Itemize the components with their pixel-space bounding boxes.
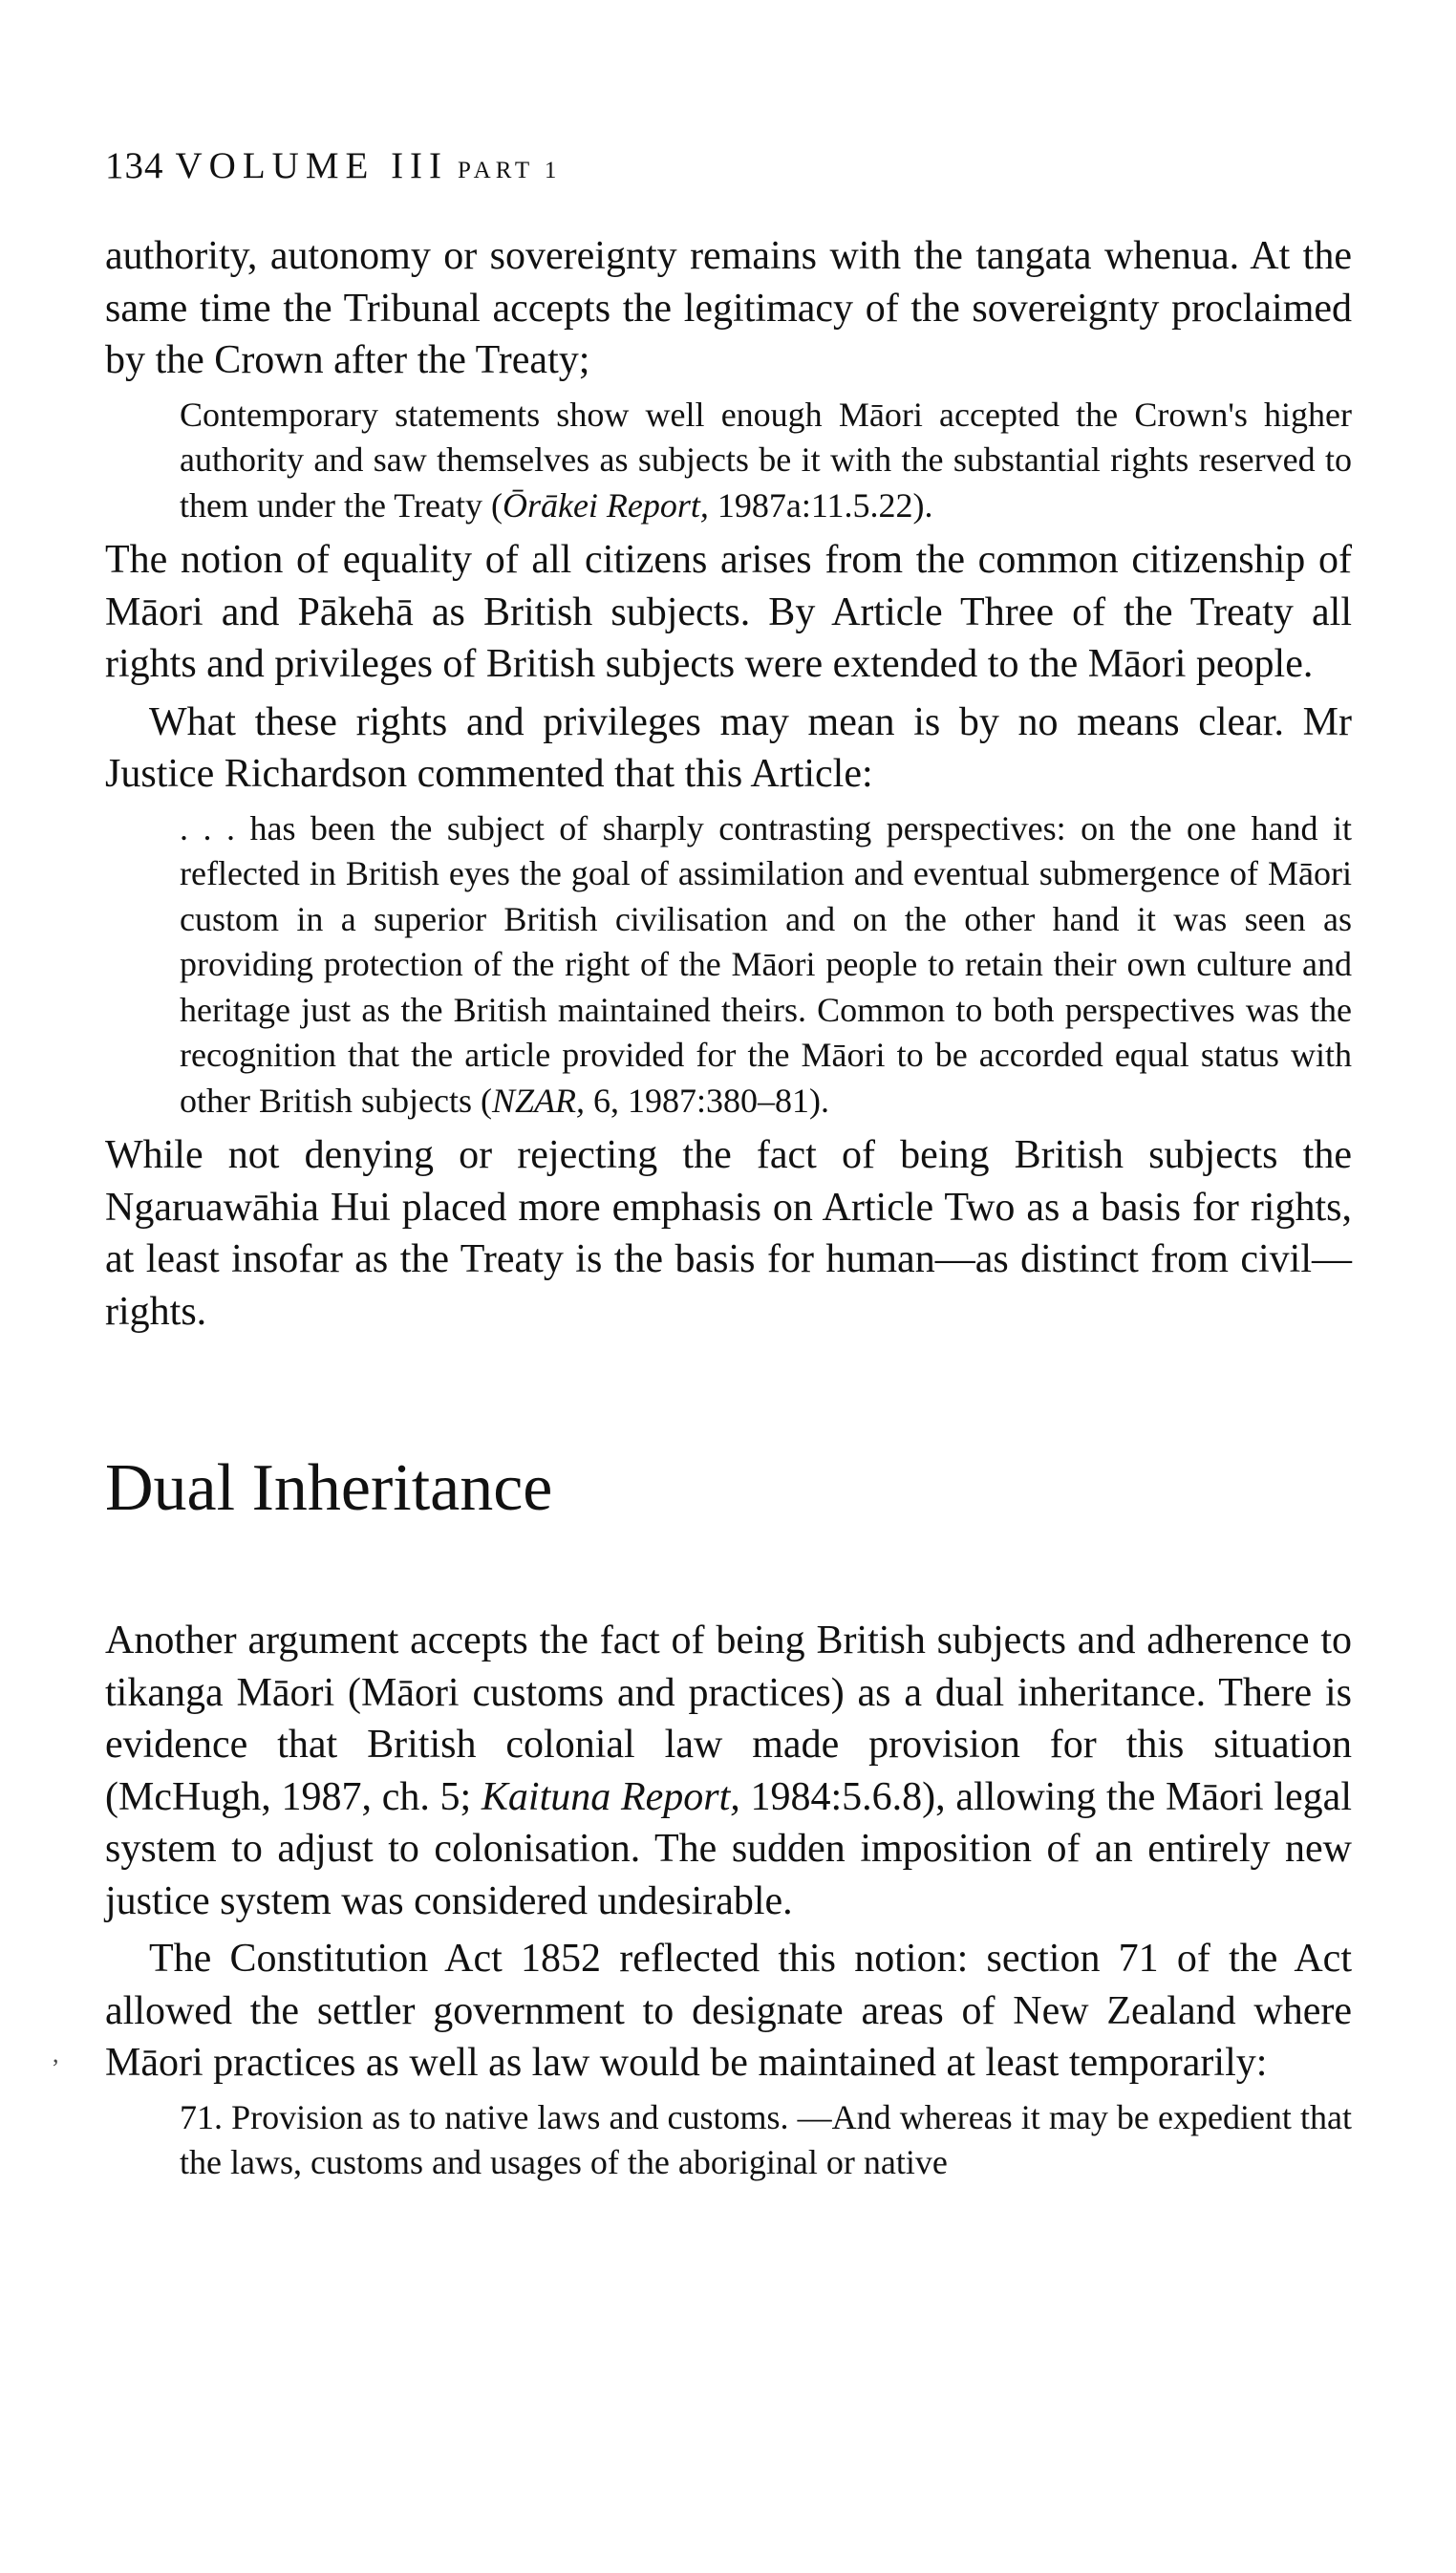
document-page	[105, 143, 1352, 2186]
margin-mark: ,	[53, 2040, 59, 2068]
paragraph-2: The notion of equality of all citizens arises from the common citizenship of Māori and Pākehā as British subjects. By Article Three of the Treaty all rights and privileges of British subjects were extended to the Māori people.	[105, 538, 1352, 686]
quote-2-text: . . . has been the subject of sharply contrasting perspectives: on the one hand it reflected in British eyes the goal of assimilation and eventual submergence of Māori custom in a superior British civilisation and on the other hand it was seen as providing protection of the right of the Māori people to retain their own culture and heritage just as the British maintained theirs. Common to both perspectives was the recognition that the article provided for the Māori to be accorded equal status with other British subjects (	[180, 808, 1352, 1120]
volume-label: VOLUME III	[175, 145, 449, 186]
section-heading: Dual Inheritance	[105, 1451, 553, 1525]
paragraph-5-text: Another argument accepts the fact of being British subjects and adherence to tikanga Māori (Māori customs and practices) as a dual inheritance. There is evidence that British colonial law made provision for this situation (McHugh, 1987, ch. 5;	[105, 1619, 1352, 1819]
paragraph-3: What these rights and privileges may mean is by no means clear. Mr Justice Richardson commented that this Article:	[105, 699, 1352, 796]
paragraph-6: The Constitution Act 1852 reflected this notion: section 71 of the Act allowed the settler government to designate areas of New Zealand where Māori practices as well as law would be maintained at least temporarily:	[105, 1937, 1352, 2085]
quote-1-citation-title: Ōrākei Report,	[502, 485, 709, 525]
page-number: 134	[105, 145, 164, 186]
block-quote-3: 71. Provision as to native laws and customs. —And whereas it may be expedient that the laws, customs and usages of the aboriginal or native	[180, 2097, 1352, 2181]
quote-2-citation-rest: 6, 1987:380–81).	[584, 1081, 829, 1120]
quote-1-citation-rest: 1987a:11.5.22).	[708, 485, 933, 525]
paragraph-5-citation-title: Kaituna Report,	[481, 1774, 740, 1819]
running-head	[105, 143, 1352, 194]
quote-1-text: Contemporary statements show well enough Māori accepted the Crown's higher authority and saw themselves as subjects be it with the substantial rights reserved to them under the Treaty (	[180, 395, 1352, 525]
block-quote-2	[180, 806, 1352, 1125]
quote-2-citation-title: NZAR,	[491, 1081, 585, 1120]
block-quote-1	[180, 393, 1352, 529]
paragraph-5-citation-rest: 1984:5.6.8), allowing the Māori legal system to adjust to colonisation. The sudden imposition of an entirely new justice system was considered undesirable.	[105, 1774, 1352, 1923]
part-label: PART 1	[458, 158, 562, 183]
paragraph-5	[105, 1615, 1352, 1927]
paragraph-4: While not denying or rejecting the fact of being British subjects the Ngaruawāhia Hui placed more emphasis on Article Two as a basis for rights, at least insofar as the Treaty is the basis for human—as distinct from civil—rights.	[105, 1133, 1352, 1334]
paragraph-1: authority, autonomy or sovereignty remains with the tangata whenua. At the same time the Tribunal accepts the legitimacy of the sovereignty proclaimed by the Crown after the Treaty;	[105, 234, 1352, 382]
